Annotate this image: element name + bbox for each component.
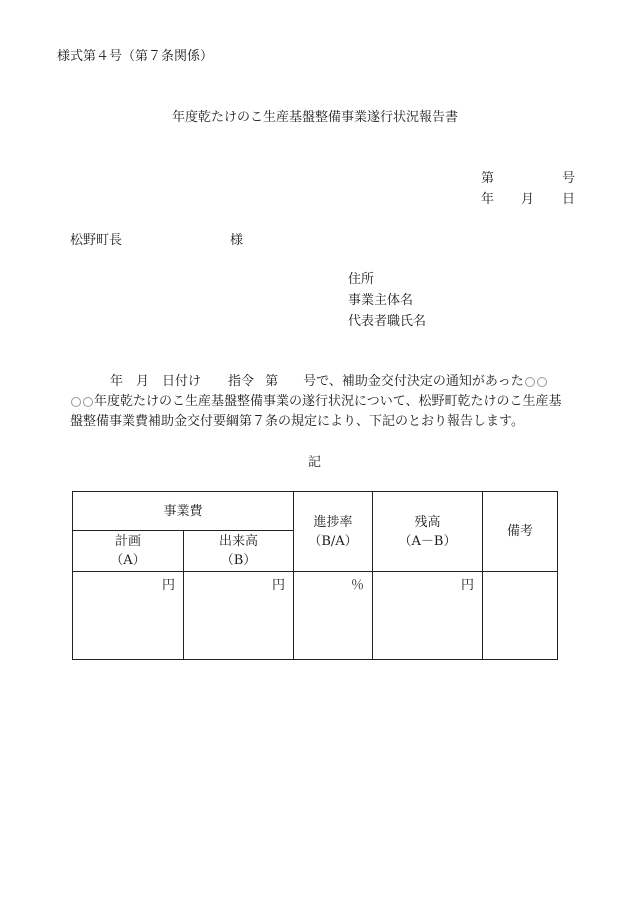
document-title: 年度乾たけのこ生産基盤整備事業遂行状況報告書 — [172, 110, 459, 125]
placeholder-circle-icon — [83, 397, 93, 407]
header-keikaku-sub: （A） — [110, 553, 146, 568]
header-zandaka — [373, 492, 483, 572]
unit-yen: 円 — [461, 578, 475, 593]
body-directive: 指令 — [228, 374, 255, 389]
header-dekidaka-label: 出来高 — [219, 534, 259, 549]
date-day: 日 — [562, 192, 576, 207]
body-paragraph — [70, 372, 576, 432]
body-line-2 — [70, 392, 576, 412]
header-zandaka-sub: （A－B） — [398, 533, 457, 549]
applicant-entity-label: 事業主体名 — [348, 293, 414, 308]
header-shinchoku-label: 進捗率 — [313, 514, 353, 530]
applicant-representative-label: 代表者職氏名 — [348, 314, 427, 329]
date-year: 年 — [481, 192, 495, 207]
header-dekidaka — [184, 531, 294, 572]
form-label: 様式第４号（第７条関係） — [57, 49, 214, 64]
addressee-honorific: 様 — [230, 233, 244, 248]
unit-percent: ％ — [351, 578, 365, 593]
addressee-name: 松野町長 — [70, 233, 123, 248]
cell-biko[interactable] — [483, 572, 558, 660]
header-zandaka-label: 残高 — [414, 514, 441, 530]
applicant-address-label: 住所 — [348, 272, 375, 287]
body-year: 年 — [110, 374, 124, 389]
unit-yen: 円 — [272, 578, 286, 593]
header-dekidaka-sub: （B） — [220, 553, 257, 568]
placeholder-circle-icon — [537, 377, 547, 387]
cell-dekidaka[interactable] — [184, 572, 294, 660]
date-month: 月 — [521, 192, 535, 207]
body-month: 月 — [136, 374, 150, 389]
header-shinchoku — [294, 492, 373, 572]
body-dated: 日付け — [162, 374, 202, 389]
placeholder-circle-icon — [525, 377, 535, 387]
cell-shinchoku[interactable] — [294, 572, 373, 660]
body-line-3: 盤整備事業費補助金交付要綱第７条の規定により、下記のとおり報告します。 — [70, 414, 524, 429]
ki-heading: 記 — [308, 455, 322, 470]
body-line-1 — [70, 372, 576, 392]
unit-yen: 円 — [161, 578, 175, 593]
body-line-2-text: 年度乾たけのこ生産基盤整備事業の遂行状況について、松野町乾たけのこ生産基 — [94, 394, 562, 409]
doc-number-go: 号 — [562, 171, 576, 186]
body-dai: 第 — [265, 374, 279, 389]
header-keikaku-label: 計画 — [114, 534, 141, 549]
cell-zandaka[interactable] — [373, 572, 483, 660]
header-shinchoku-sub: （B/A） — [308, 533, 358, 549]
body-line-1-rest: 号で、補助金交付決定の通知があった — [303, 374, 524, 389]
cell-keikaku[interactable] — [73, 572, 184, 660]
doc-number-dai: 第 — [481, 171, 495, 186]
report-table — [72, 491, 558, 660]
header-biko: 備考 — [483, 492, 558, 572]
placeholder-circle-icon — [71, 397, 81, 407]
header-keikaku — [73, 531, 184, 572]
header-jigyohi: 事業費 — [73, 492, 294, 531]
